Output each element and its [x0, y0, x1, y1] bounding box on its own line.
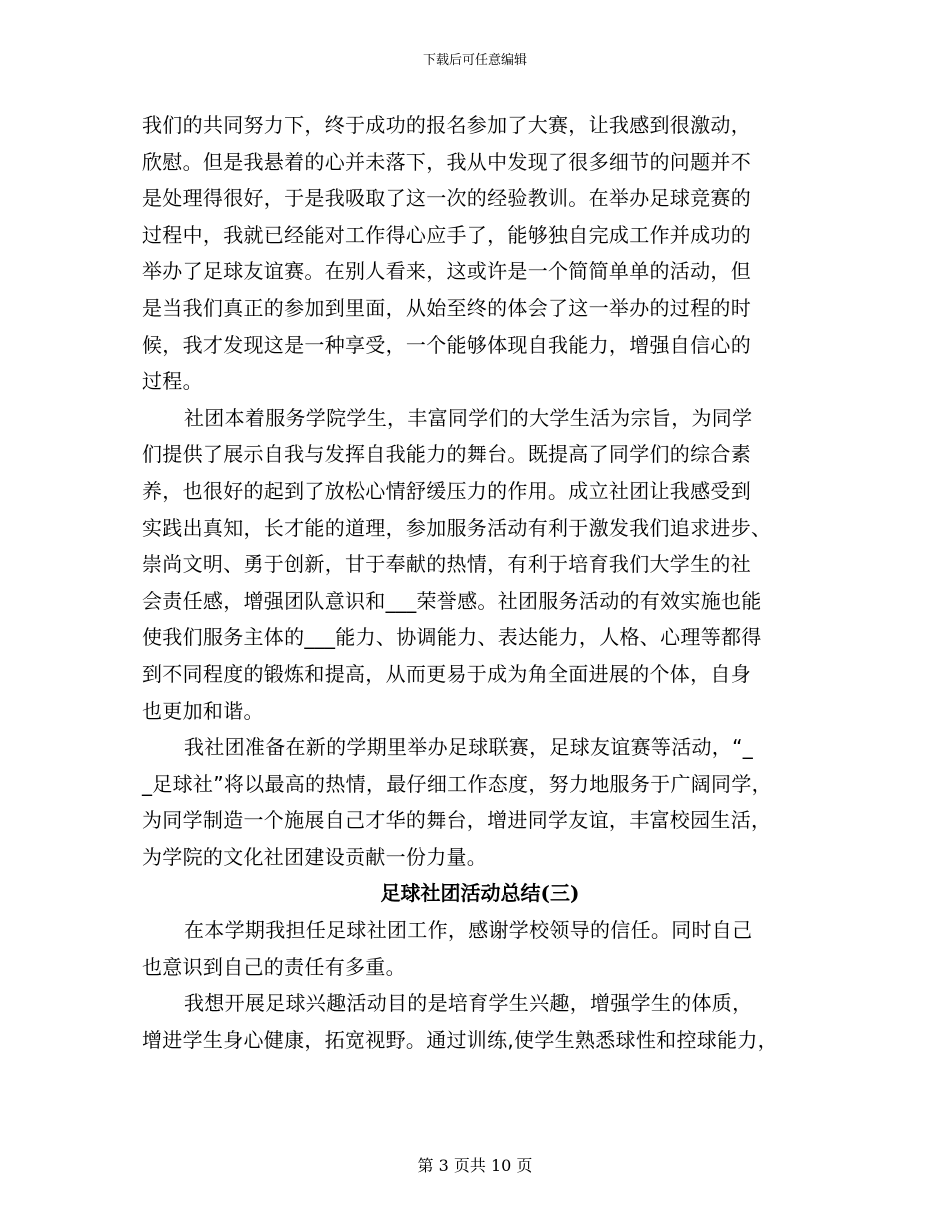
text-line: 也意识到自己的责任有多重。 — [142, 954, 406, 979]
text-line: 我想开展足球兴趣活动目的是培育学生兴趣，增强学生的体质， — [184, 991, 753, 1016]
text-line: 为学院的文化社团建设贡献一份力量。 — [142, 844, 488, 869]
text-line: _足球社”将以最高的热情，最仔细工作态度，努力地服务于广阔同学， — [142, 771, 772, 796]
text-line: 实践出真知，长才能的道理，参加服务活动有利于激发我们追求进步、 — [142, 515, 772, 540]
text-line: 候，我才发现这是一种享受，一个能够体现自我能力，增强自信心的 — [142, 332, 751, 357]
text-line: 到不同程度的锻炼和提高，从而更易于成为角全面进展的个体，自身 — [142, 661, 751, 686]
text-line: 们提供了展示自我与发挥自我能力的舞台。既提高了同学们的综合素 — [142, 442, 751, 467]
text-line: 过程中，我就已经能对工作得心应手了，能够独自完成工作并成功的 — [142, 222, 751, 247]
text-line: 崇尚文明、勇于创新，甘于奉献的热情，有利于培育我们大学生的社 — [142, 552, 751, 577]
text-line: 我们的共同努力下，终于成功的报名参加了大赛，让我感到很激动， — [142, 113, 751, 137]
text-line: 是当我们真正的参加到里面，从始至终的体会了这一举办的过程的时 — [142, 295, 751, 320]
text-line: 举办了足球友谊赛。在别人看来，这或许是一个简简单单的活动，但 — [142, 259, 751, 284]
paragraph-5 — [142, 985, 818, 1058]
text-line: 在本学期我担任足球社团工作，感谢学校领导的信任。同时自己 — [184, 918, 753, 943]
text-line: 社团本着服务学院学生，丰富同学们的大学生活为宗旨，为同学 — [184, 405, 753, 430]
document-body — [142, 107, 818, 1058]
paragraph-1 — [142, 107, 818, 400]
paragraph-2 — [142, 400, 818, 729]
text-line: 使我们服务主体的___能力、协调能力、表达能力，人格、心理等都得 — [142, 625, 762, 650]
section-heading: 足球社团活动总结(三) — [380, 881, 580, 906]
text-line: 为同学制造一个施展自己才华的舞台，增进同学友谊，丰富校园生活， — [142, 808, 772, 833]
paragraph-4 — [142, 912, 818, 985]
text-line: 过程。 — [142, 369, 203, 394]
page-footer: 第 3 页共 10 页 — [417, 1156, 533, 1175]
text-line: 欣慰。但是我悬着的心并未落下，我从中发现了很多细节的问题并不 — [142, 149, 751, 174]
text-line: 养，也很好的起到了放松心情舒缓压力的作用。成立社团让我感受到 — [142, 478, 751, 503]
text-line: 会责任感，增强团队意识和___荣誉感。社团服务活动的有效实施也能 — [142, 588, 762, 613]
text-line: 增进学生身心健康，拓宽视野。通过训练,使学生熟悉球性和控球能力， — [142, 1027, 778, 1052]
paragraph-3 — [142, 729, 818, 875]
page-header: 下载后可任意编辑 — [422, 53, 527, 68]
text-line: 是处理得很好，于是我吸取了这一次的经验教训。在举办足球竞赛的 — [142, 186, 751, 211]
text-line: 也更加和谐。 — [142, 698, 264, 723]
text-line: 我社团准备在新的学期里举办足球联赛，足球友谊赛等活动，“_ — [184, 735, 754, 760]
